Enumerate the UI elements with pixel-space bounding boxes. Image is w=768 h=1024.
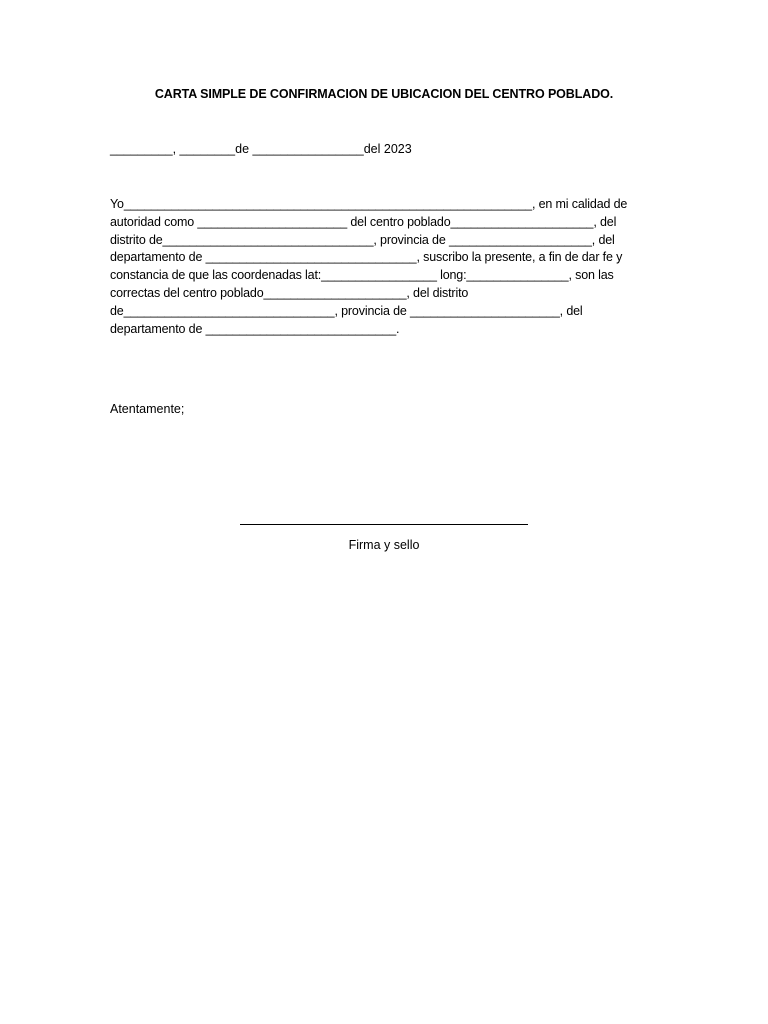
letter-body [110,196,670,338]
body-line: Yo____________________________________________________________, en mi calidad de [110,197,628,211]
body-line: de_______________________________, provincia de ______________________, del [110,303,583,318]
date-line: _________, ________de ________________del 2023 [110,142,412,156]
document-title: CARTA SIMPLE DE CONFIRMACION DE UBICACION DEL CENTRO POBLADO. [154,87,614,101]
body-line: departamento de _______________________________, suscribo la presente, a fin de dar fe y [110,250,623,265]
signature-line [240,524,528,525]
signature-caption: Firma y sello [348,538,420,552]
body-line: autoridad como ______________________ del centro poblado_____________________, del [110,214,617,229]
body-line: constancia de que las coordenadas lat:_________________ long:_______________, son las [110,268,614,283]
closing-salutation: Atentamente; [110,402,185,416]
body-line: departamento de ____________________________. [110,321,400,336]
body-line: distrito de_______________________________, provincia de _____________________, del [110,232,615,247]
body-line: correctas del centro poblado_____________________, del distrito [110,285,469,300]
